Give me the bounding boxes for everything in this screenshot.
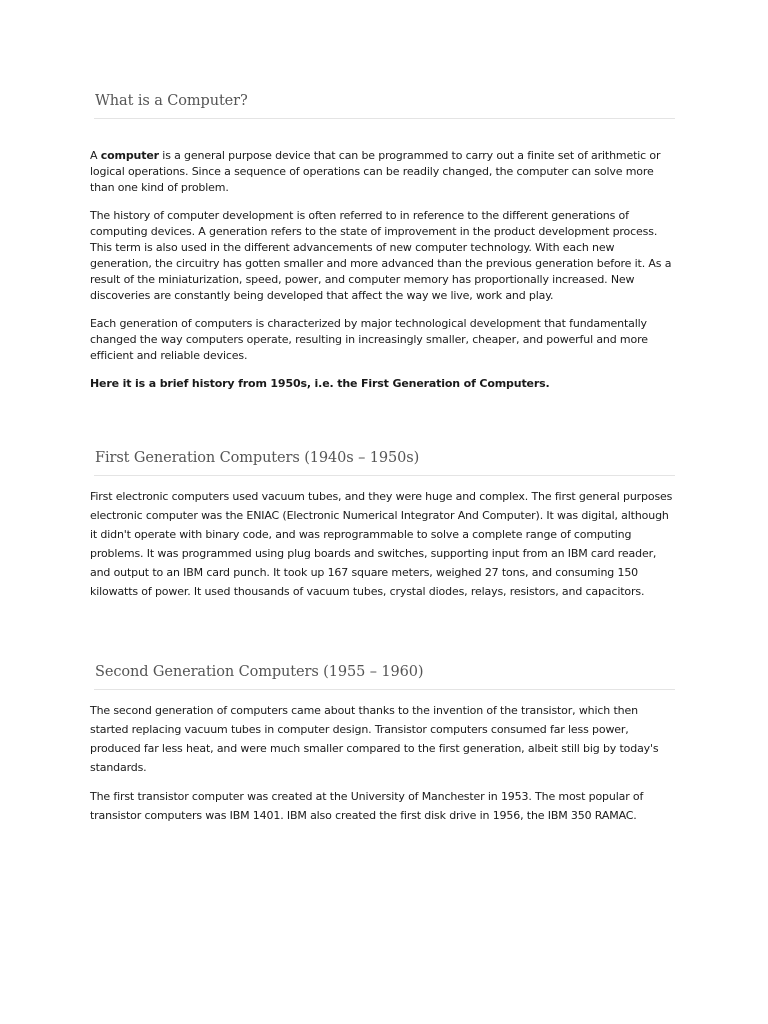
first-generation-paragraph: First electronic computers used vacuum tubes, and they were huge and complex. The first general purposes electronic computer was the ENIAC (Electronic Numerical Integrator And Computer). It was digital, although it didn't operate with binary code, and was reprogrammable to solve a complete range of computing problems. It was programmed using plug boards and switches, supporting input from an IBM card reader, and output to an IBM card punch. It took up 167 square meters, weighed 27 tons, and consuming 150 kilowatts of power. It used thousands of vacuum tubes, crystal diodes, relays, resistors, and capacitors. — [90, 490, 673, 598]
section-heading-block — [94, 663, 675, 690]
section-title: First Generation Computers (1940s – 1950s) — [95, 450, 420, 466]
section-heading-block — [94, 449, 675, 476]
document-page — [90, 0, 678, 825]
generation-paragraph: Each generation of computers is characterized by major technological development that fundamentally changed the way computers operate, resulting in increasingly smaller, cheaper, and powerful and more efficient and reliable devices. — [90, 317, 648, 362]
section-title: Second Generation Computers (1955 – 1960) — [95, 664, 424, 680]
intro-paragraph — [90, 148, 678, 196]
intro-prefix: A — [90, 149, 101, 162]
section-second-generation — [90, 663, 678, 825]
section-title: What is a Computer? — [95, 93, 248, 109]
manchester-paragraph: The first transistor computer was created at the University of Manchester in 1953. The most popular of transistor computers was IBM 1401. IBM also created the first disk drive in 1956, the IBM 350 RAMAC. — [90, 790, 644, 822]
brief-history-statement: Here it is a brief history from 1950s, i.e. the First Generation of Computers. — [90, 377, 550, 390]
computer-term: computer — [100, 149, 159, 162]
transistor-paragraph: The second generation of computers came about thanks to the invention of the transistor, which then started replacing vacuum tubes in computer design. Transistor computers consumed far less power, produced far less heat, and were much smaller compared to the first generation, albeit still big by today's standards. — [90, 704, 659, 774]
section-first-generation — [90, 449, 678, 601]
intro-rest: is a general purpose device that can be programmed to carry out a finite set of arithmetic or logical operations. Since a sequence of operations can be readily changed, the computer can solve more than one kind of problem. — [90, 149, 661, 194]
history-paragraph: The history of computer development is often referred to in reference to the different generations of computing devices. A generation refers to the state of improvement in the product development process. This term is also used in the different advancements of new computer technology. With each new generation, the circuitry has gotten smaller and more advanced than the previous generation before it. As a result of the miniaturization, speed, power, and computer memory has proportionally increased. New discoveries are constantly being developed that affect the way we live, work and play. — [90, 209, 672, 302]
section-what-is-a-computer — [90, 92, 678, 392]
section-heading-block — [94, 92, 675, 119]
